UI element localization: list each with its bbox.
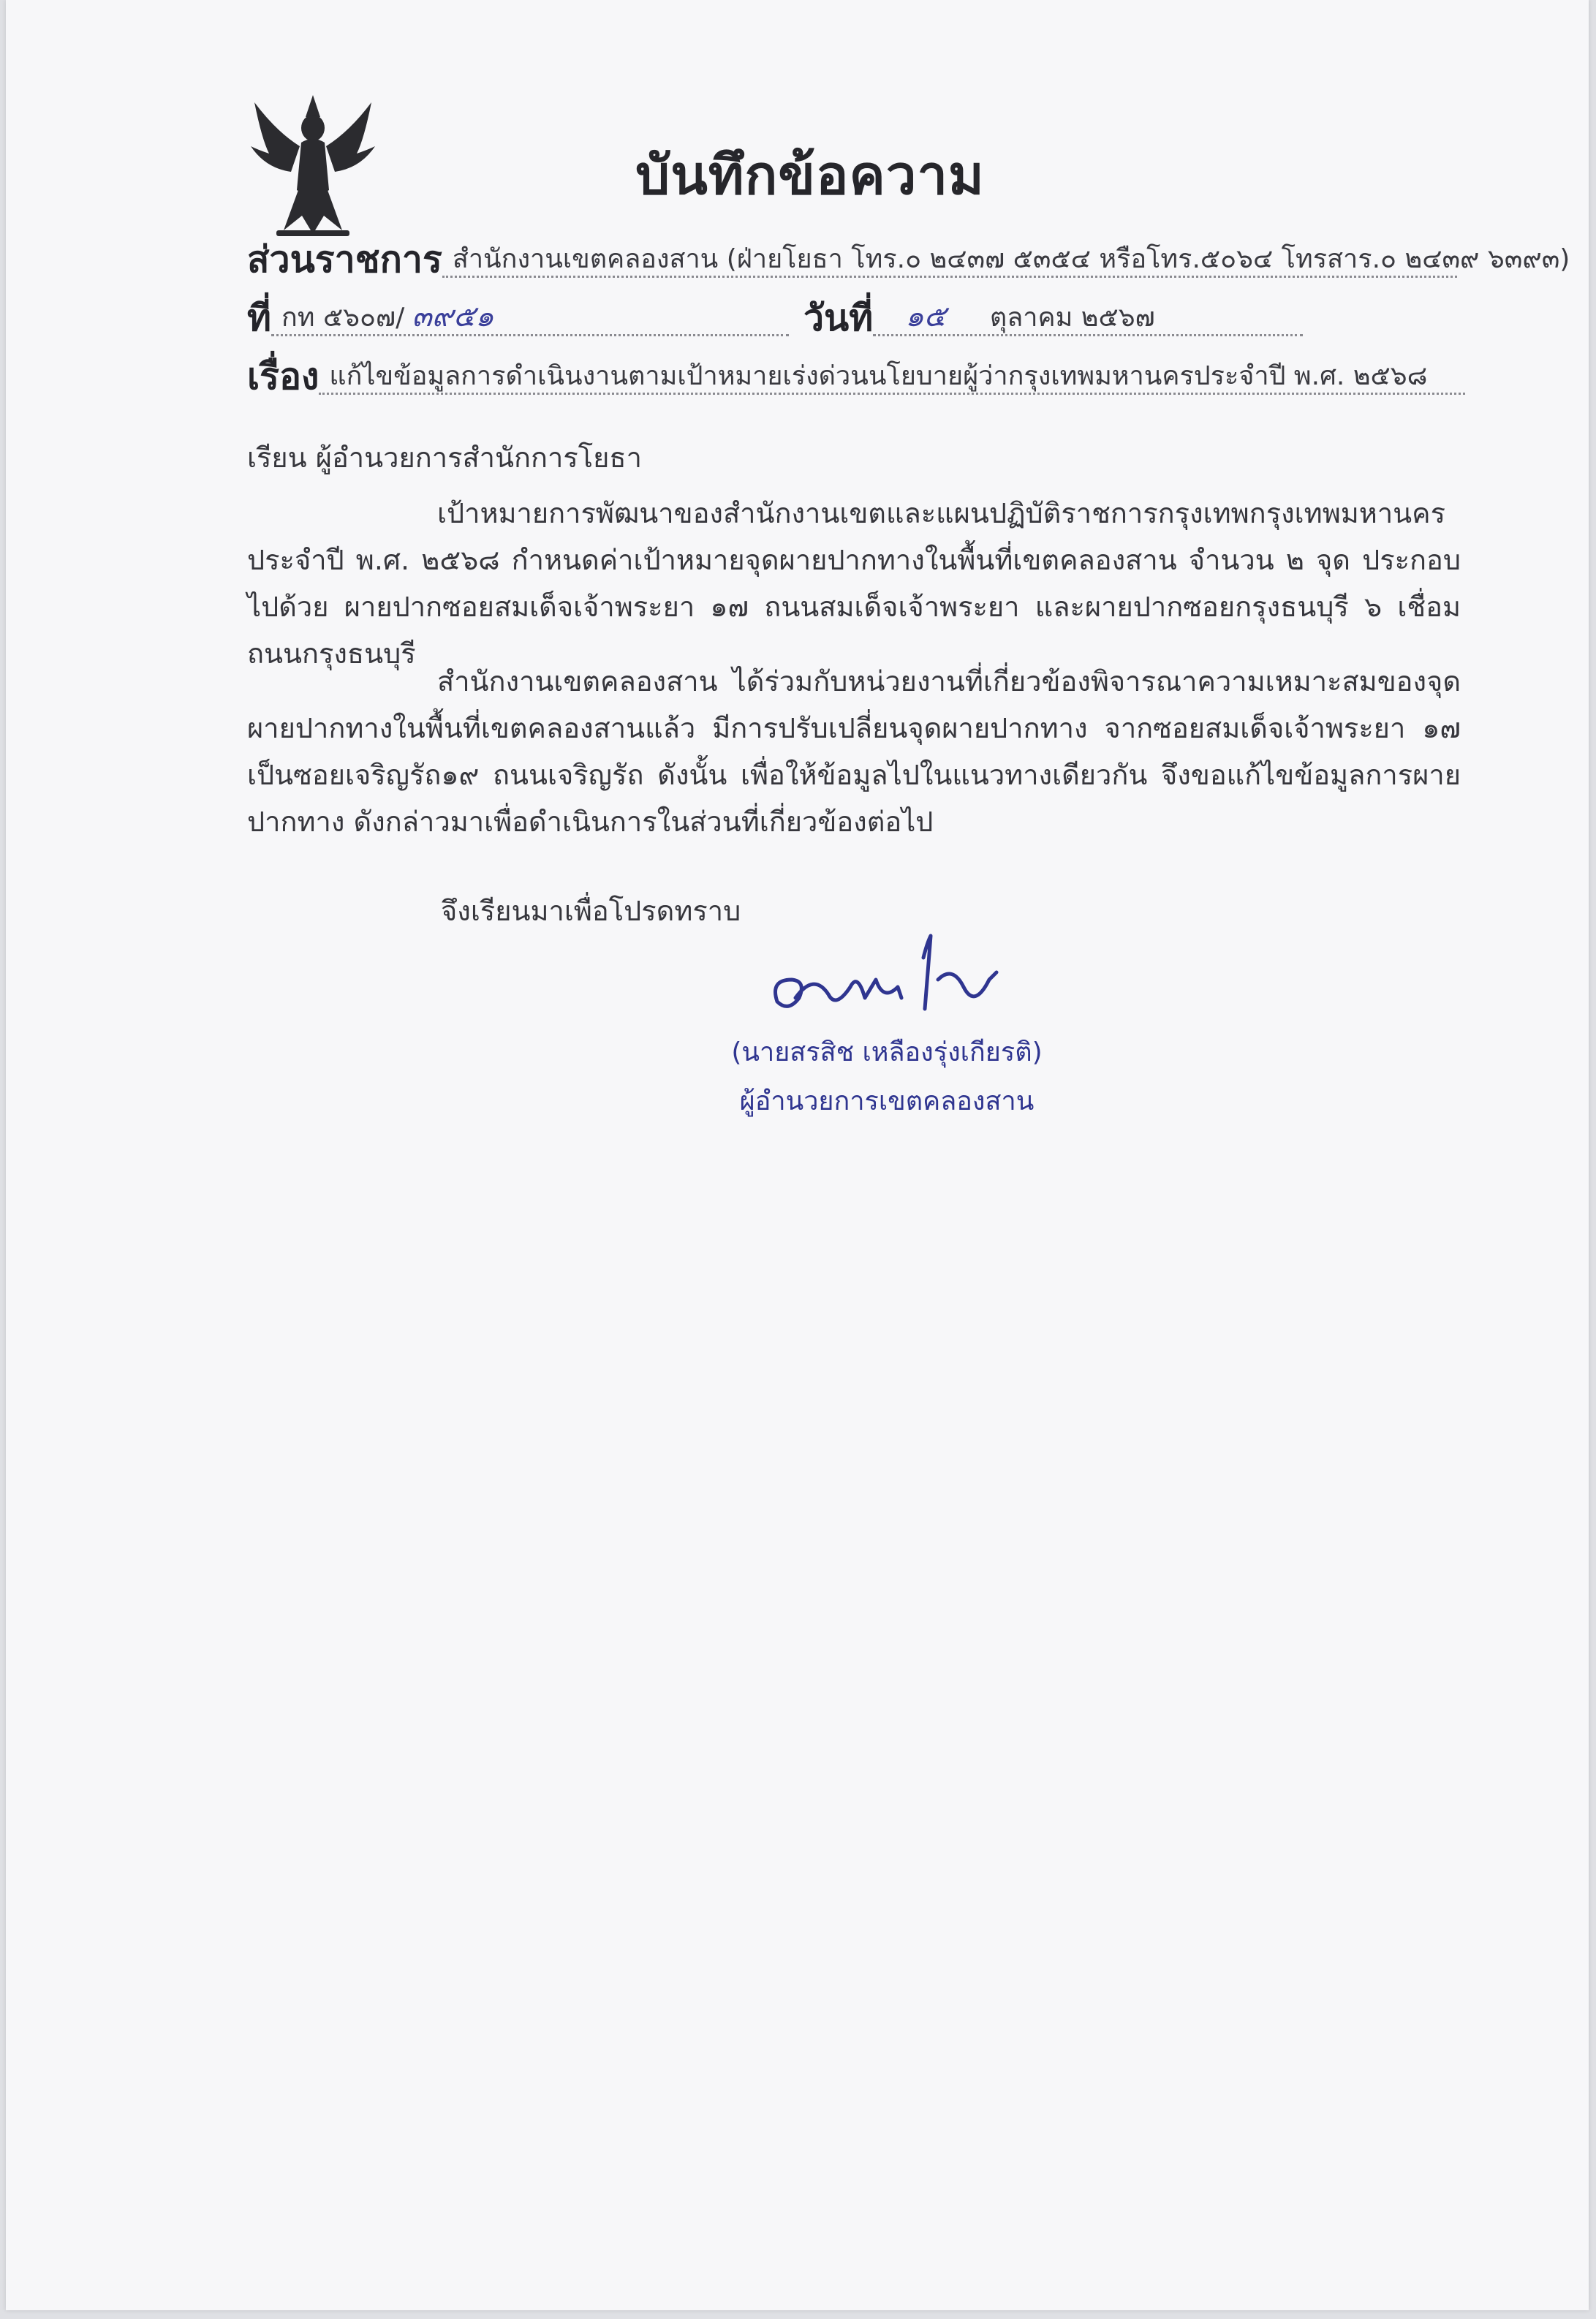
body-paragraph-1 — [247, 490, 1461, 677]
reference-date-row — [247, 297, 1303, 339]
salutation: เรียน ผู้อำนวยการสำนักการโยธา — [247, 442, 642, 474]
document-title: บันทึกข้อความ — [635, 144, 985, 207]
date-day-handwritten: ๑๕ — [905, 300, 946, 333]
signer-name: (นายสรสิช เหลืองรุ่งเกียรติ) — [731, 1037, 1043, 1067]
date-label: วันที่ — [803, 297, 874, 339]
garuda-emblem-icon — [247, 88, 379, 241]
subject-row — [247, 355, 1465, 398]
signer-position: ผู้อำนวยการเขตคลองสาน — [739, 1086, 1035, 1116]
handwritten-signature — [755, 928, 1018, 1031]
department-value: สำนักงานเขตคลองสาน (ฝ่ายโยธา โทร.๐ ๒๔๓๗ ๕๓๕๔ หรือโทร.๕๐๖๔ โทรสาร.๐ ๒๔๓๙ ๖๓๙๓) — [442, 246, 1457, 278]
reference-value: กท ๕๖๐๗/ — [281, 303, 405, 333]
date-value: ตุลาคม ๒๕๖๗ — [989, 303, 1155, 333]
department-row — [247, 238, 1570, 281]
reference-label: ที่ — [247, 297, 271, 339]
paragraph-text: สำนักงานเขตคลองสาน ได้ร่วมกับหน่วยงานที่เกี่ยวข้องพิจารณาความเหมาะสมของจุด ผายปากทางในพื้นที่เขตคลองสานแล้ว มีการปรับเปลี่ยนจุดผายปากทาง จากซอยสมเด็จเจ้าพระยา ๑๗ เป็นซอยเจริญรัถ๑๙ ถนนเจริญรัถ ดังนั้น เพื่อให้ข้อมูลไปในแนวทางเดียวกัน จึงขอแก้ไขข้อมูลการผายปากทาง ดังกล่าวมาเพื่อดำเนินการในส่วนที่เกี่ยวข้องต่อไป — [247, 665, 1461, 838]
subject-value: แก้ไขข้อมูลการดำเนินงานตามเป้าหมายเร่งด่วนนโยบายผู้ว่ากรุงเทพมหานครประจำปี พ.ศ. ๒๕๖๘ — [319, 363, 1465, 395]
paragraph-text: เป้าหมายการพัฒนาของสำนักงานเขตและแผนปฏิบัติราชการกรุงเทพกรุงเทพมหานคร ประจำปี พ.ศ. ๒๕๖๘ กำหนดค่าเป้าหมายจุดผายปากทางในพื้นที่เขตคลองสาน จำนวน ๒ จุด ประกอบไปด้วย ผายปากซอยสมเด็จเจ้าพระยา ๑๗ ถนนสมเด็จเจ้าพระยา และผายปากซอยกรุงธนบุรี ๖ เชื่อมถนนกรุงธนบุรี — [247, 497, 1461, 670]
closing-line: จึงเรียนมาเพื่อโปรดทราบ — [441, 895, 741, 927]
reference-field — [271, 302, 789, 336]
memo-page — [6, 0, 1589, 2310]
subject-label: เรื่อง — [247, 355, 319, 398]
reference-handwritten: ๓๙๕๑ — [412, 300, 494, 333]
department-label: ส่วนราชการ — [247, 238, 442, 281]
signature-block — [649, 928, 1124, 1121]
date-field — [873, 302, 1303, 336]
body-paragraph-2 — [247, 658, 1461, 845]
